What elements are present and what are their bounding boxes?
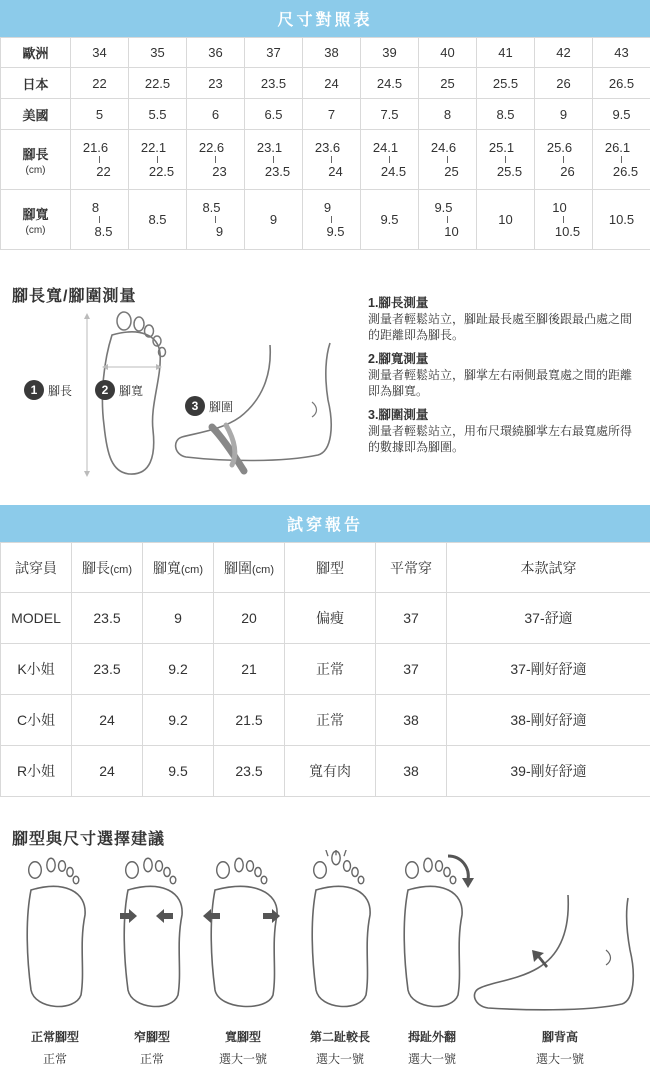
range-tick bbox=[331, 156, 332, 163]
measure-title: 腳長寬/腳圍測量 bbox=[12, 288, 137, 305]
foot-high-instep bbox=[474, 895, 633, 1010]
trial-cell-tester: MODEL bbox=[1, 593, 72, 644]
size-cell: 5.5 bbox=[129, 99, 187, 130]
trial-cell-tester: R小姐 bbox=[1, 746, 72, 797]
arrow-in-right-icon bbox=[156, 909, 173, 923]
size-cell: 40 bbox=[419, 38, 477, 68]
range-from: 24.6 bbox=[430, 140, 457, 155]
range-from: 21.6 bbox=[82, 140, 109, 155]
size-cell: 43 bbox=[593, 38, 650, 68]
shape-name: 正常腳型 bbox=[30, 1030, 79, 1044]
foot-bunion bbox=[404, 858, 462, 1006]
shape-caption bbox=[5, 1026, 105, 1070]
range-to: 22.5 bbox=[148, 164, 175, 179]
label-foot-girth-text: 腳圍 bbox=[209, 399, 234, 414]
range-from: 10 bbox=[552, 200, 567, 215]
shape-name: 寬腳型 bbox=[224, 1030, 261, 1044]
range-value bbox=[303, 141, 360, 178]
size-row-label bbox=[1, 130, 71, 190]
range-to: 26 bbox=[560, 164, 575, 179]
size-cell bbox=[535, 130, 593, 190]
size-cell: 8 bbox=[419, 99, 477, 130]
size-cell bbox=[535, 190, 593, 250]
instruction-length-body: 測量者輕鬆站立，腳趾最長處至腳後跟最凸處之間的距離即為腳長。 bbox=[368, 312, 633, 342]
range-to: 26.5 bbox=[612, 164, 639, 179]
range-tick bbox=[99, 216, 100, 223]
trial-cell-length: 24 bbox=[72, 746, 143, 797]
trial-cell-tester: K小姐 bbox=[1, 644, 72, 695]
range-from: 22.6 bbox=[198, 140, 225, 155]
spark-line bbox=[326, 850, 328, 856]
range-value bbox=[419, 201, 476, 238]
size-row-label bbox=[1, 190, 71, 250]
range-from: 8 bbox=[91, 200, 100, 215]
range-from: 24.1 bbox=[372, 140, 399, 155]
size-cell: 42 bbox=[535, 38, 593, 68]
trial-cell-result: 38-剛好舒適 bbox=[447, 695, 650, 746]
size-cell bbox=[71, 130, 129, 190]
trial-cell-width: 9.5 bbox=[143, 746, 214, 797]
range-to: 24.5 bbox=[380, 164, 407, 179]
size-cell: 6 bbox=[187, 99, 245, 130]
size-chart-title: 尺寸對照表 bbox=[277, 12, 373, 29]
size-row-foot_length bbox=[1, 130, 650, 190]
trial-cell-usual: 37 bbox=[376, 593, 447, 644]
size-cell: 10.5 bbox=[593, 190, 650, 250]
size-cell: 5 bbox=[71, 99, 129, 130]
trial-row bbox=[1, 746, 650, 797]
range-tick bbox=[273, 156, 274, 163]
range-value bbox=[187, 201, 244, 238]
range-tick bbox=[563, 216, 564, 223]
size-cell: 38 bbox=[303, 38, 361, 68]
shape-name: 腳背高 bbox=[541, 1030, 578, 1044]
instruction-girth-heading: 3.腳圍測量 bbox=[368, 408, 429, 422]
trial-cell-girth: 21 bbox=[214, 644, 285, 695]
instruction-width bbox=[368, 351, 638, 399]
instruction-length bbox=[368, 295, 638, 343]
label-foot-width-text: 腳寬 bbox=[119, 383, 144, 398]
foot-shapes-illustration bbox=[0, 850, 650, 1015]
shape-name: 第二趾較長 bbox=[309, 1030, 370, 1044]
size-cell bbox=[245, 130, 303, 190]
size-chart-title-bar bbox=[0, 0, 650, 37]
row-label-unit: (cm) bbox=[25, 164, 46, 176]
range-tick bbox=[215, 216, 216, 223]
shape-advice: 選大一號 bbox=[535, 1052, 584, 1066]
size-cell: 36 bbox=[187, 38, 245, 68]
trial-cell-length: 24 bbox=[72, 695, 143, 746]
range-value bbox=[71, 201, 128, 238]
size-cell: 9.5 bbox=[361, 190, 419, 250]
shape-advice: 選大一號 bbox=[407, 1052, 456, 1066]
range-value bbox=[71, 141, 128, 178]
trial-row bbox=[1, 695, 650, 746]
shape-advice: 正常 bbox=[139, 1052, 164, 1066]
range-tick bbox=[215, 156, 216, 163]
range-value bbox=[477, 141, 534, 178]
range-to: 24 bbox=[328, 164, 343, 179]
size-row-label: 日本 bbox=[1, 68, 71, 99]
size-row bbox=[1, 99, 650, 130]
label-foot-width bbox=[95, 380, 143, 400]
size-cell: 22.5 bbox=[129, 68, 187, 99]
size-row-label: 歐洲 bbox=[1, 38, 71, 68]
range-from: 23.6 bbox=[314, 140, 341, 155]
range-value bbox=[419, 141, 476, 178]
instruction-length-heading: 1.腳長測量 bbox=[368, 296, 429, 310]
trial-cell-usual: 38 bbox=[376, 695, 447, 746]
th-usual: 平常穿 bbox=[376, 543, 447, 593]
th-length-text: 腳長 bbox=[82, 559, 110, 576]
range-from: 25.1 bbox=[488, 140, 515, 155]
range-value bbox=[361, 141, 418, 178]
range-tick bbox=[505, 156, 506, 163]
size-cell: 6.5 bbox=[245, 99, 303, 130]
trial-cell-length: 23.5 bbox=[72, 644, 143, 695]
range-from: 22.1 bbox=[140, 140, 167, 155]
foot-second-toe bbox=[312, 851, 370, 1006]
range-to: 10 bbox=[444, 224, 459, 239]
size-cell: 8.5 bbox=[129, 190, 187, 250]
badge-2: 2 bbox=[95, 380, 115, 400]
shape-caption bbox=[510, 1026, 610, 1070]
badge-1: 1 bbox=[24, 380, 44, 400]
range-to: 9.5 bbox=[326, 224, 345, 239]
badge-3: 3 bbox=[185, 396, 205, 416]
range-to: 23.5 bbox=[264, 164, 291, 179]
size-cell: 35 bbox=[129, 38, 187, 68]
size-cell: 41 bbox=[477, 38, 535, 68]
size-cell bbox=[129, 130, 187, 190]
size-cell bbox=[477, 130, 535, 190]
shape-name: 窄腳型 bbox=[133, 1030, 170, 1044]
shape-advice: 選大一號 bbox=[315, 1052, 364, 1066]
range-from: 25.6 bbox=[546, 140, 573, 155]
trial-table bbox=[0, 542, 650, 797]
size-cell bbox=[187, 130, 245, 190]
instruction-width-body: 測量者輕鬆站立，腳掌左右兩側最寬處之間的距離即為腳寬。 bbox=[368, 368, 633, 398]
range-value bbox=[535, 201, 592, 238]
size-cell bbox=[419, 190, 477, 250]
size-cell: 7 bbox=[303, 99, 361, 130]
trial-cell-girth: 21.5 bbox=[214, 695, 285, 746]
size-row bbox=[1, 38, 650, 68]
th-width-unit: (cm) bbox=[181, 563, 203, 576]
range-value bbox=[535, 141, 592, 178]
size-cell bbox=[593, 130, 650, 190]
trial-header-row bbox=[1, 543, 650, 593]
size-cell: 9 bbox=[245, 190, 303, 250]
foot-wide bbox=[211, 858, 277, 1006]
size-cell bbox=[187, 190, 245, 250]
arrow-in-left-icon bbox=[120, 909, 137, 923]
trial-cell-type: 正常 bbox=[285, 644, 376, 695]
label-foot-length bbox=[24, 380, 72, 400]
range-from: 23.1 bbox=[256, 140, 283, 155]
size-cell bbox=[71, 190, 129, 250]
trial-cell-type: 寬有肉 bbox=[285, 746, 376, 797]
range-tick bbox=[447, 156, 448, 163]
th-tester: 試穿員 bbox=[1, 543, 72, 593]
trial-cell-girth: 20 bbox=[214, 593, 285, 644]
trial-cell-width: 9 bbox=[143, 593, 214, 644]
range-tick bbox=[99, 156, 100, 163]
size-cell: 24 bbox=[303, 68, 361, 99]
shape-caption bbox=[382, 1026, 482, 1070]
size-cell: 22 bbox=[71, 68, 129, 99]
trial-cell-result: 37-剛好舒適 bbox=[447, 644, 650, 695]
spark-line bbox=[344, 850, 346, 856]
trial-cell-type: 正常 bbox=[285, 695, 376, 746]
range-from: 8.5 bbox=[202, 200, 221, 215]
size-cell: 26.5 bbox=[593, 68, 650, 99]
th-width-text: 腳寬 bbox=[153, 559, 181, 576]
row-label-unit: (cm) bbox=[25, 224, 46, 236]
range-tick bbox=[157, 156, 158, 163]
curve-arrow-head-icon bbox=[462, 878, 474, 888]
instruction-girth bbox=[368, 407, 638, 455]
size-cell bbox=[419, 130, 477, 190]
trial-cell-usual: 38 bbox=[376, 746, 447, 797]
range-value bbox=[593, 141, 650, 178]
range-tick bbox=[621, 156, 622, 163]
th-length-unit: (cm) bbox=[110, 563, 132, 576]
trial-row bbox=[1, 593, 650, 644]
shapes-title: 腳型與尺寸選擇建議 bbox=[12, 831, 166, 848]
size-row bbox=[1, 68, 650, 99]
th-length bbox=[72, 543, 143, 593]
size-cell: 9 bbox=[535, 99, 593, 130]
range-value bbox=[245, 141, 302, 178]
size-cell bbox=[303, 130, 361, 190]
range-tick bbox=[331, 216, 332, 223]
range-to: 8.5 bbox=[94, 224, 113, 239]
size-cell bbox=[303, 190, 361, 250]
range-value bbox=[187, 141, 244, 178]
size-cell: 37 bbox=[245, 38, 303, 68]
size-cell: 9.5 bbox=[593, 99, 650, 130]
trial-title: 試穿報告 bbox=[286, 517, 363, 534]
size-cell: 10 bbox=[477, 190, 535, 250]
trial-cell-usual: 37 bbox=[376, 644, 447, 695]
range-value bbox=[303, 201, 360, 238]
th-girth bbox=[214, 543, 285, 593]
range-from: 9.5 bbox=[434, 200, 453, 215]
shape-caption bbox=[193, 1026, 293, 1070]
size-cell: 26 bbox=[535, 68, 593, 99]
size-cell bbox=[361, 130, 419, 190]
size-row-foot_width bbox=[1, 190, 650, 250]
range-to: 23 bbox=[212, 164, 227, 179]
size-cell: 39 bbox=[361, 38, 419, 68]
range-to: 10.5 bbox=[554, 224, 581, 239]
range-from: 26.1 bbox=[604, 140, 631, 155]
range-tick bbox=[563, 156, 564, 163]
th-result: 本款試穿 bbox=[447, 543, 650, 593]
trial-cell-result: 37-舒適 bbox=[447, 593, 650, 644]
range-to: 25 bbox=[444, 164, 459, 179]
range-value bbox=[129, 141, 186, 178]
shape-caption bbox=[290, 1026, 390, 1070]
shape-caption bbox=[102, 1026, 202, 1070]
foot-normal bbox=[27, 858, 85, 1006]
trial-cell-length: 23.5 bbox=[72, 593, 143, 644]
th-girth-unit: (cm) bbox=[252, 563, 274, 576]
th-type: 腳型 bbox=[285, 543, 376, 593]
trial-cell-width: 9.2 bbox=[143, 644, 214, 695]
size-row-label: 美國 bbox=[1, 99, 71, 130]
th-girth-text: 腳圍 bbox=[224, 559, 252, 576]
trial-title-bar bbox=[0, 505, 650, 542]
range-from: 9 bbox=[323, 200, 332, 215]
size-cell: 34 bbox=[71, 38, 129, 68]
size-cell: 7.5 bbox=[361, 99, 419, 130]
size-cell: 23.5 bbox=[245, 68, 303, 99]
shape-name: 拇趾外翻 bbox=[407, 1030, 456, 1044]
trial-row bbox=[1, 644, 650, 695]
row-label-text: 腳長 bbox=[22, 146, 49, 162]
range-to: 25.5 bbox=[496, 164, 523, 179]
size-cell: 25 bbox=[419, 68, 477, 99]
row-label-text: 腳寬 bbox=[22, 206, 49, 222]
label-foot-length-text: 腳長 bbox=[48, 383, 73, 398]
range-tick bbox=[389, 156, 390, 163]
size-cell: 24.5 bbox=[361, 68, 419, 99]
range-tick bbox=[447, 216, 448, 223]
th-width bbox=[143, 543, 214, 593]
size-cell: 25.5 bbox=[477, 68, 535, 99]
size-chart-table bbox=[0, 37, 650, 250]
instruction-width-heading: 2.腳寬測量 bbox=[368, 352, 429, 366]
trial-cell-type: 偏瘦 bbox=[285, 593, 376, 644]
instruction-girth-body: 測量者輕鬆站立，用布尺環繞腳掌左右最寬處所得的數據即為腳圍。 bbox=[368, 424, 633, 454]
range-to: 9 bbox=[215, 224, 224, 239]
trial-cell-tester: C小姐 bbox=[1, 695, 72, 746]
shape-advice: 選大一號 bbox=[218, 1052, 267, 1066]
range-to: 22 bbox=[96, 164, 111, 179]
measure-instructions bbox=[368, 295, 638, 463]
trial-cell-result: 39-剛好舒適 bbox=[447, 746, 650, 797]
size-cell: 23 bbox=[187, 68, 245, 99]
label-foot-girth bbox=[185, 396, 233, 416]
size-cell: 8.5 bbox=[477, 99, 535, 130]
trial-cell-width: 9.2 bbox=[143, 695, 214, 746]
trial-cell-girth: 23.5 bbox=[214, 746, 285, 797]
foot-narrow bbox=[124, 858, 182, 1006]
shape-advice: 正常 bbox=[42, 1052, 67, 1066]
